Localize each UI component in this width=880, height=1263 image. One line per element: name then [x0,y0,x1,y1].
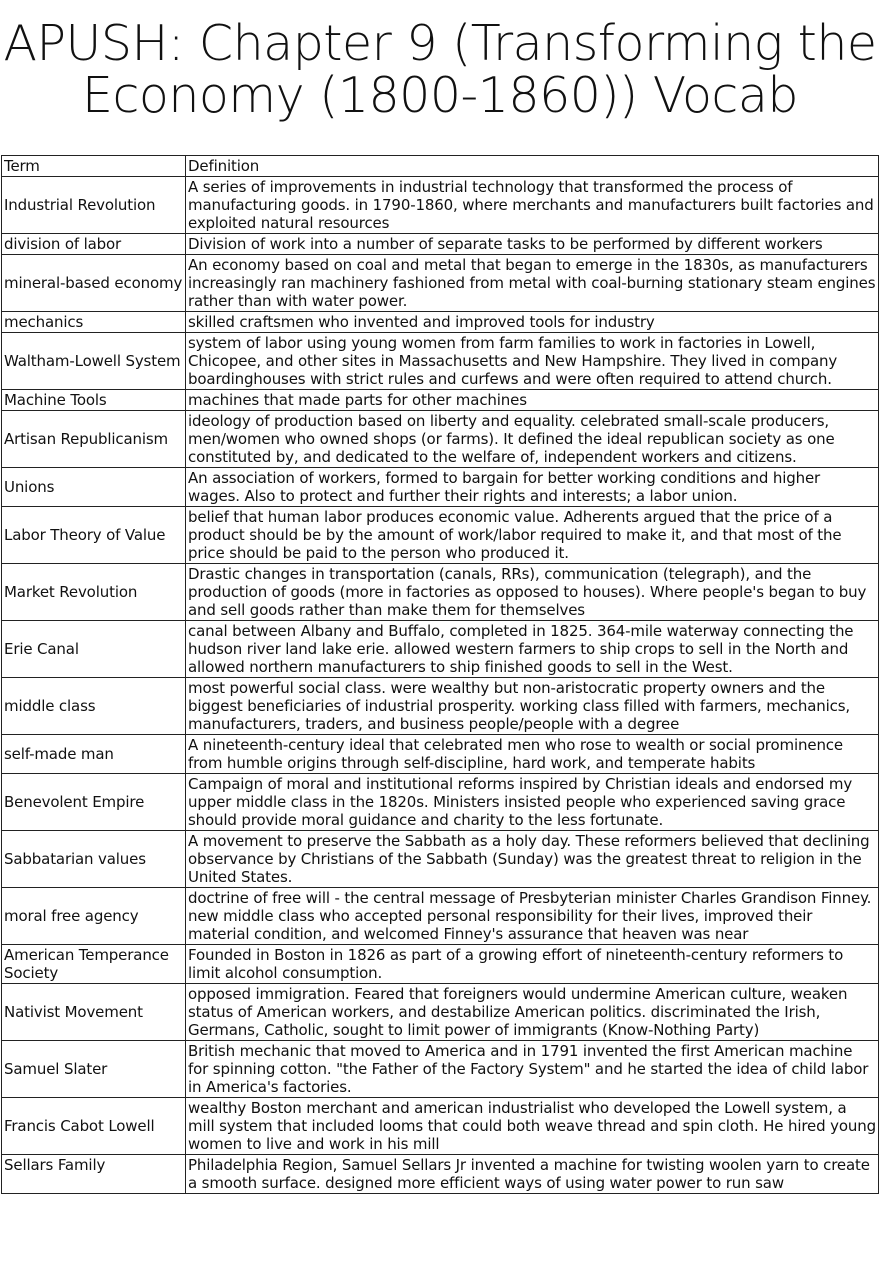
term-cell: Market Revolution [2,564,186,621]
term-cell: Sellars Family [2,1155,186,1194]
table-row [2,411,879,468]
term-cell: Erie Canal [2,621,186,678]
header-term: Term [2,156,186,177]
term-cell: mineral-based economy [2,255,186,312]
definition-cell: Philadelphia Region, Samuel Sellars Jr invented a machine for twisting woolen yarn to create a smooth surface. designed more efficient ways of using water power to run saw [186,1155,879,1194]
definition-cell: Division of work into a number of separate tasks to be performed by different workers [186,234,879,255]
table-row [2,621,879,678]
table-row [2,984,879,1041]
term-cell: mechanics [2,312,186,333]
table-row [2,312,879,333]
definition-cell: An association of workers, formed to bargain for better working conditions and higher wages. Also to protect and further their rights and interests; a labor union. [186,468,879,507]
definition-cell: Founded in Boston in 1826 as part of a growing effort of nineteenth-century reformers to limit alcohol consumption. [186,945,879,984]
term-cell: Benevolent Empire [2,774,186,831]
table-row [2,333,879,390]
table-row [2,390,879,411]
definition-cell: A nineteenth-century ideal that celebrated men who rose to wealth or social prominence from humble origins through self-discipline, hard work, and temperate habits [186,735,879,774]
term-cell: middle class [2,678,186,735]
term-cell: self-made man [2,735,186,774]
table-row [2,234,879,255]
term-cell: Unions [2,468,186,507]
definition-cell: Campaign of moral and institutional reforms inspired by Christian ideals and endorsed my upper middle class in the 1820s. Ministers insisted people who experienced saving grace should provide moral guidance and charity to the less fortunate. [186,774,879,831]
term-cell: Artisan Republicanism [2,411,186,468]
table-row [2,678,879,735]
term-cell: Francis Cabot Lowell [2,1098,186,1155]
term-cell: Nativist Movement [2,984,186,1041]
term-cell: Industrial Revolution [2,177,186,234]
definition-cell: An economy based on coal and metal that began to emerge in the 1830s, as manufacturers increasingly ran machinery fashioned from metal with coal-burning stationary steam engines rather than with water power. [186,255,879,312]
table-row [2,945,879,984]
definition-cell: doctrine of free will - the central message of Presbyterian minister Charles Grandison Finney. new middle class who accepted personal responsibility for their lives, improved their material condition, and welcomed Finney's assurance that heaven was near [186,888,879,945]
table-row [2,468,879,507]
vocab-table-body [2,156,879,1194]
term-cell: Waltham-Lowell System [2,333,186,390]
definition-cell: opposed immigration. Feared that foreigners would undermine American culture, weaken status of American workers, and destabilize American politics. discriminated the Irish, Germans, Catholic, sought to limit power of immigrants (Know-Nothing Party) [186,984,879,1041]
definition-cell: machines that made parts for other machines [186,390,879,411]
term-cell: Sabbatarian values [2,831,186,888]
term-cell: Samuel Slater [2,1041,186,1098]
table-header-row [2,156,879,177]
definition-cell: canal between Albany and Buffalo, completed in 1825. 364-mile waterway connecting the hudson river land lake erie. allowed western farmers to ship crops to sell in the North and allowed northern manufacturers to ship finished goods to sell in the West. [186,621,879,678]
table-row [2,255,879,312]
definition-cell: A series of improvements in industrial technology that transformed the process of manufacturing goods. in 1790-1860, where merchants and manufacturers built factories and exploited natural resources [186,177,879,234]
definition-cell: British mechanic that moved to America and in 1791 invented the first American machine for spinning cotton. "the Father of the Factory System" and he started the idea of child labor in America's factories. [186,1041,879,1098]
definition-cell: A movement to preserve the Sabbath as a holy day. These reformers believed that declining observance by Christians of the Sabbath (Sunday) was the greatest threat to religion in the United States. [186,831,879,888]
definition-cell: skilled craftsmen who invented and improved tools for industry [186,312,879,333]
definition-cell: system of labor using young women from farm families to work in factories in Lowell, Chicopee, and other sites in Massachusetts and New Hampshire. They lived in company boardinghouses with strict rules and curfews and were often required to attend church. [186,333,879,390]
vocab-table [1,155,879,1194]
term-cell: division of labor [2,234,186,255]
table-row [2,507,879,564]
term-cell: moral free agency [2,888,186,945]
table-row [2,774,879,831]
definition-cell: most powerful social class. were wealthy but non-aristocratic property owners and the biggest beneficiaries of industrial prosperity. working class filled with farmers, mechanics, manufacturers, traders, and business people/people with a degree [186,678,879,735]
definition-cell: ideology of production based on liberty and equality. celebrated small-scale producers, men/women who owned shops (or farms). It defined the ideal republican society as one constituted by, and dedicated to the welfare of, independent workers and citizens. [186,411,879,468]
term-cell: Machine Tools [2,390,186,411]
header-definition: Definition [186,156,879,177]
page-title: APUSH: Chapter 9 (Transforming the Economy (1800-1860)) Vocab [3,15,877,124]
table-row [2,1098,879,1155]
table-row [2,177,879,234]
table-row [2,1155,879,1194]
definition-cell: Drastic changes in transportation (canals, RRs), communication (telegraph), and the production of goods (more in factories as opposed to houses). Where people's began to buy and sell goods rather than make them for themselves [186,564,879,621]
term-cell: American Temperance Society [2,945,186,984]
table-row [2,888,879,945]
table-row [2,564,879,621]
table-row [2,735,879,774]
table-row [2,1041,879,1098]
definition-cell: wealthy Boston merchant and american industrialist who developed the Lowell system, a mill system that included looms that could both weave thread and spin cloth. He hired young women to live and work in his mill [186,1098,879,1155]
term-cell: Labor Theory of Value [2,507,186,564]
table-row [2,831,879,888]
definition-cell: belief that human labor produces economic value. Adherents argued that the price of a product should be by the amount of work/labor required to make it, and that most of the price should be paid to the person who produced it. [186,507,879,564]
